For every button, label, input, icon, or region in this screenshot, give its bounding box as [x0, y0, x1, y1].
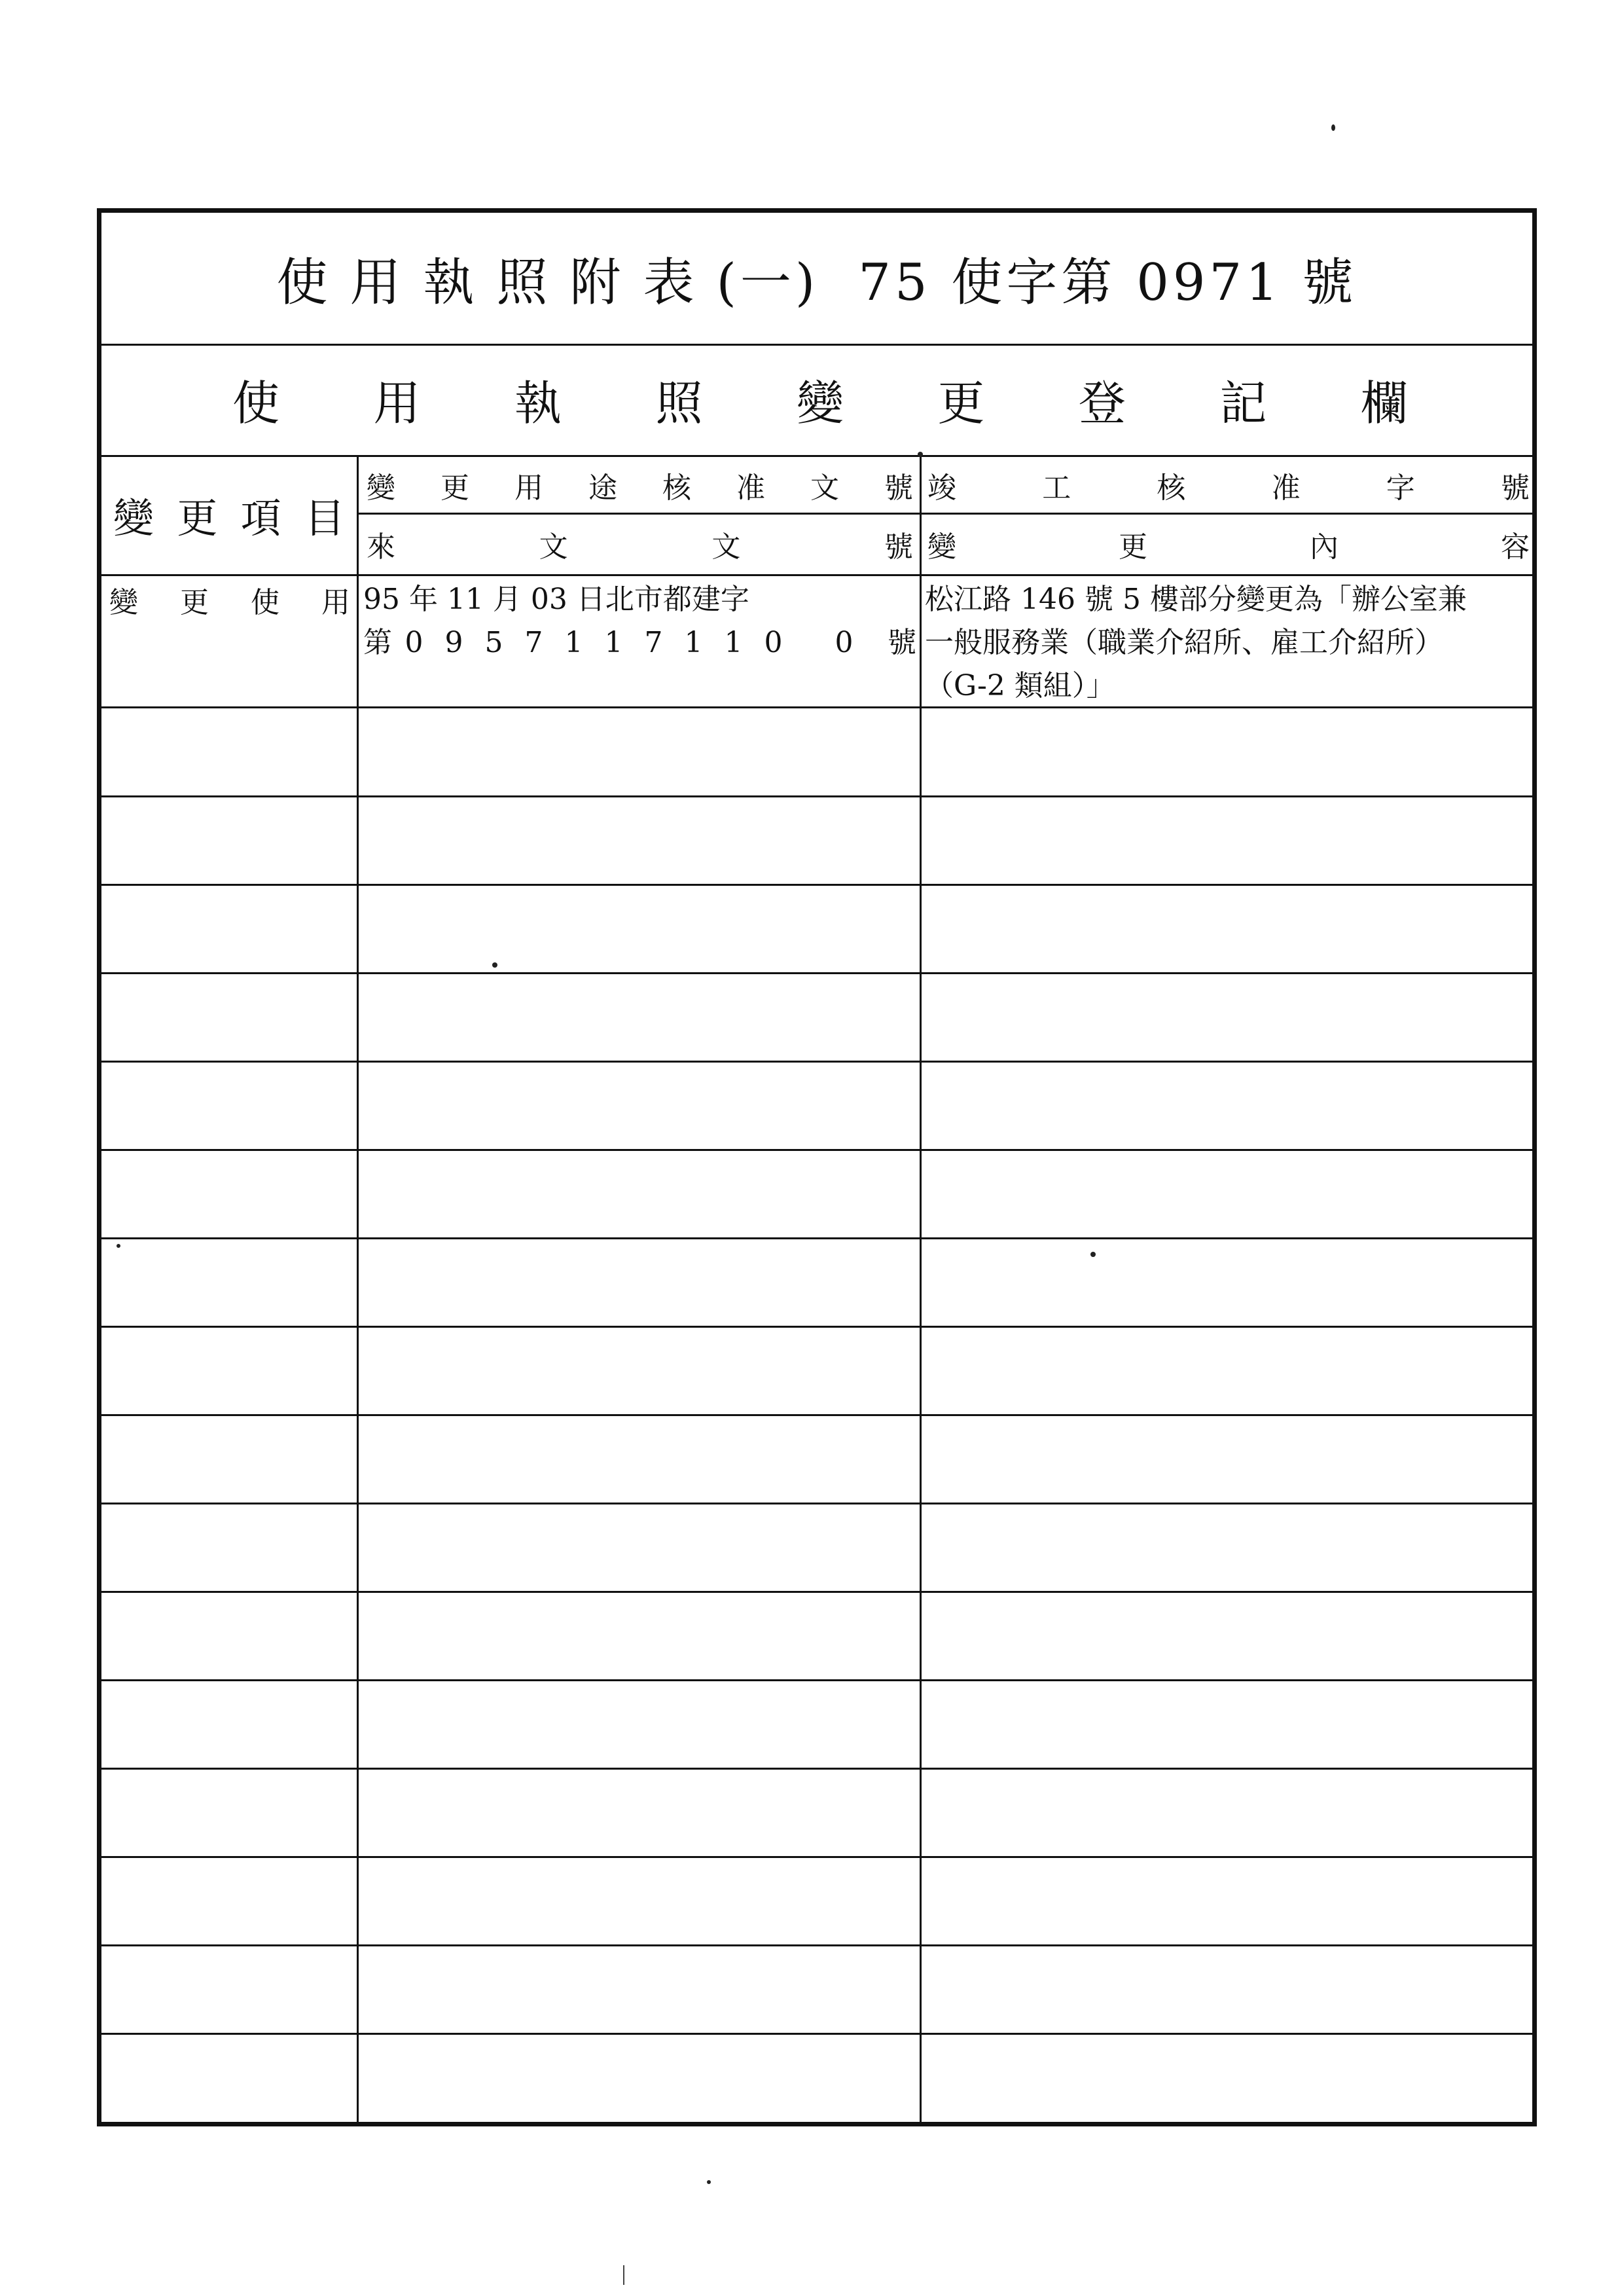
row-divider: [101, 1768, 1532, 1770]
scan-mark: [623, 2265, 624, 2285]
registration-form-frame: [97, 208, 1537, 2126]
row-divider: [101, 1061, 1532, 1063]
form-title-prefix: 使用執照附表: [276, 253, 717, 312]
entry-doc-number: [363, 578, 916, 665]
subtitle-char: 登: [1078, 376, 1126, 431]
row-divider: [101, 706, 1532, 708]
subtitle-char: 執: [514, 376, 562, 431]
row-divider: [101, 795, 1532, 797]
row-divider: [101, 1414, 1532, 1416]
row-divider: [101, 884, 1532, 886]
header-bottom-divider: [101, 574, 1532, 576]
scan-speck: [918, 452, 923, 457]
header-mid-divider: [359, 513, 1532, 515]
subtitle-char: 欄: [1360, 376, 1408, 431]
subtitle-char: 使: [232, 376, 280, 431]
row-divider: [101, 1679, 1532, 1681]
row-divider: [101, 1326, 1532, 1328]
subtitle-char: 照: [655, 376, 703, 431]
subtitle-char: 用: [373, 376, 421, 431]
registration-table: [101, 455, 1532, 2122]
row-divider: [101, 2033, 1532, 2035]
column-divider: [357, 455, 359, 2122]
header-change-content: 變 更 內 容: [927, 530, 1530, 564]
form-title: [101, 213, 1532, 346]
scan-speck: [492, 962, 497, 968]
row-divider: [101, 1149, 1532, 1151]
subtitle-char: 變: [796, 376, 844, 431]
row-divider: [101, 972, 1532, 974]
form-title-number: 75 使字第 0971 號: [858, 253, 1357, 312]
header-approval-doc: 變 更 用 途 核 准 文 號: [367, 471, 913, 505]
entry-doc-line1: 95 年 11 月 03 日北市都建字: [363, 583, 749, 616]
entry-doc-line2: 第 0957117110 0 號: [363, 626, 916, 659]
form-subtitle: [101, 344, 1532, 457]
entry-change-content: 松江路 146 號 5 樓部分變更為「辦公室兼 一般服務業（職業介紹所、雇工介紹所） （G-2 類組）」: [925, 583, 1467, 702]
row-divider: [101, 1237, 1532, 1239]
scan-speck: [1090, 1252, 1096, 1257]
header-completion-approval: 竣 工 核 准 字 號: [927, 471, 1530, 505]
row-divider: [101, 1591, 1532, 1593]
row-divider: [101, 1503, 1532, 1504]
form-title-paren: (一): [716, 253, 819, 312]
column-divider: [920, 455, 922, 2122]
row-divider: [101, 1944, 1532, 1946]
scan-speck: [117, 1244, 120, 1248]
header-change-item: 變 更 項 目: [113, 494, 345, 542]
subtitle-char: 記: [1219, 376, 1267, 431]
scan-speck: [707, 2180, 711, 2184]
row-divider: [101, 1856, 1532, 1858]
subtitle-char: 更: [937, 376, 985, 431]
header-incoming-doc: 來 文 文 號: [367, 530, 913, 564]
entry-item: 變 更 使 用: [109, 586, 350, 619]
scan-speck: [1331, 124, 1335, 131]
